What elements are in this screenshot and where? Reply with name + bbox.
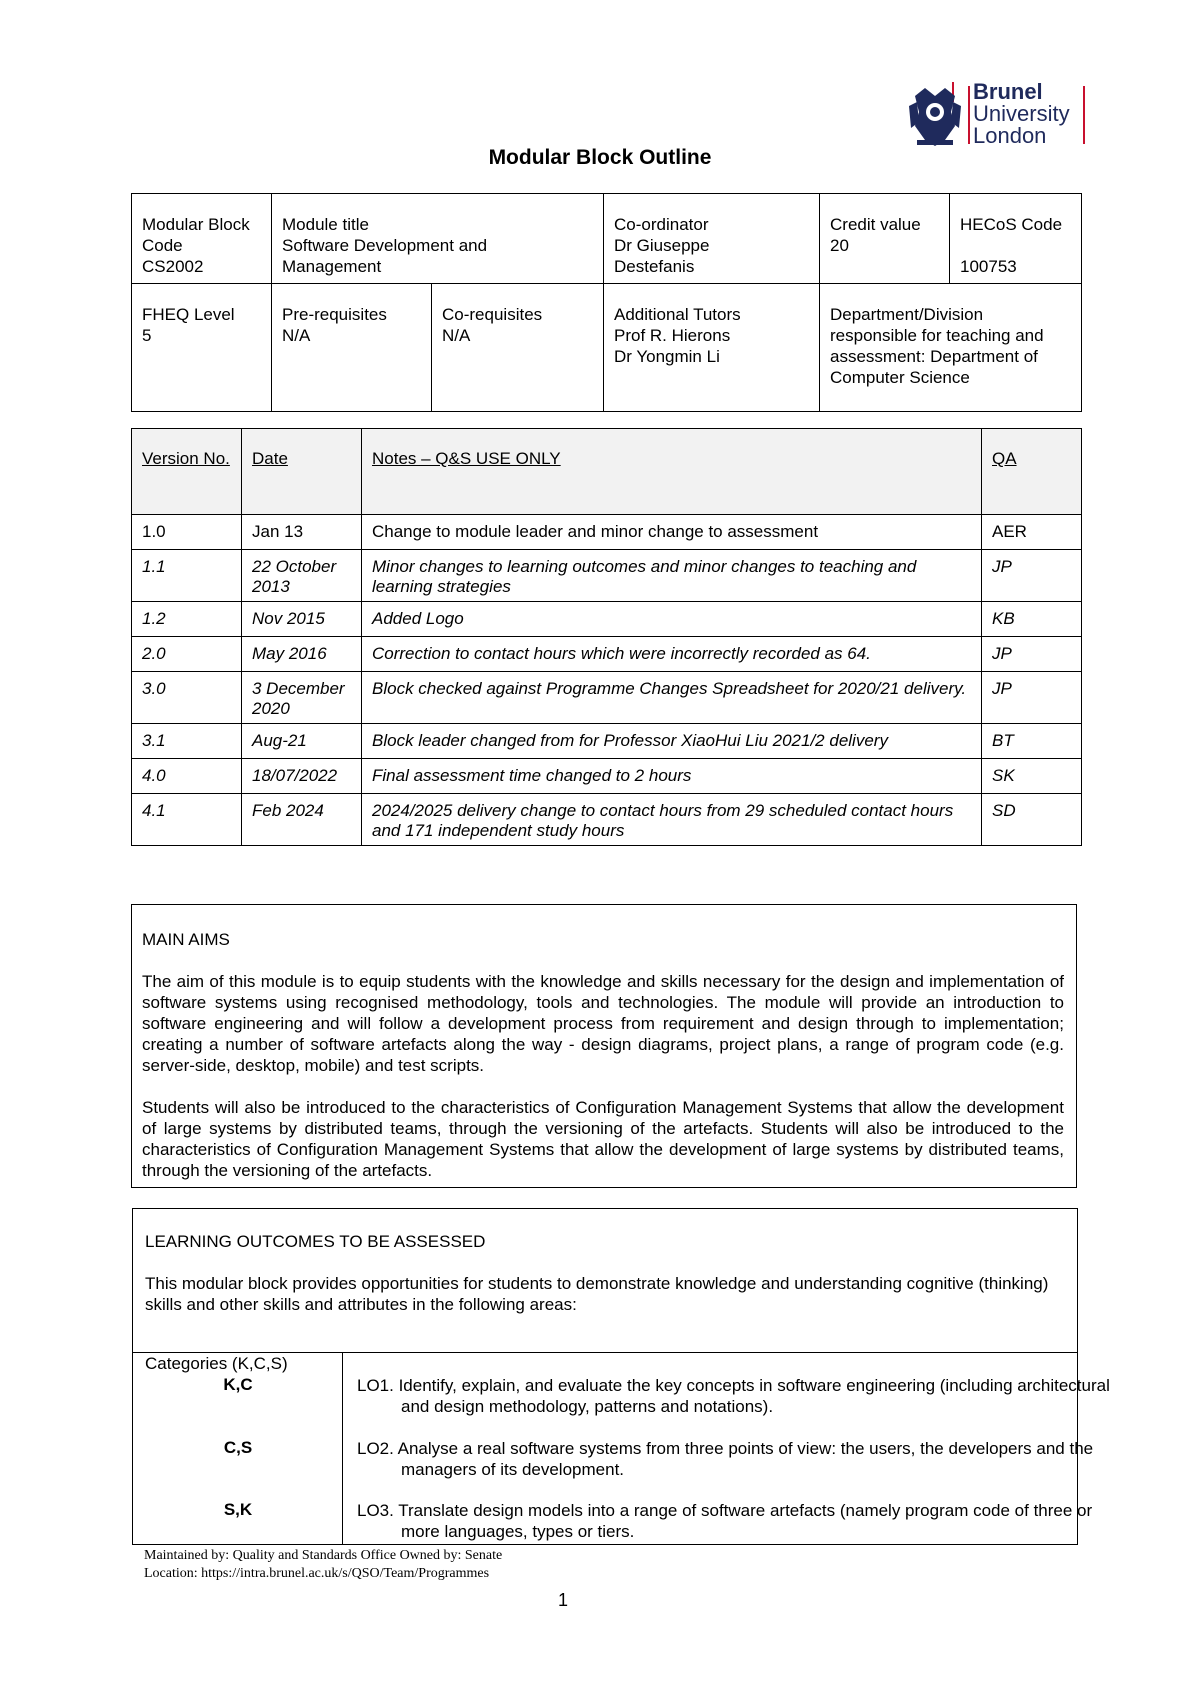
block-code-value: CS2002 — [142, 257, 204, 276]
date-cell: Feb 2024 — [242, 794, 362, 846]
date-cell: Nov 2015 — [242, 602, 362, 637]
main-aims-heading: MAIN AIMS — [142, 930, 230, 949]
logo-line-3: London — [973, 123, 1047, 148]
version-cell: 4.0 — [132, 759, 242, 794]
module-title-value: Software Development and Management — [282, 236, 488, 276]
logo-line-2: University — [973, 101, 1070, 126]
date-cell: Jan 13 — [242, 515, 362, 550]
outcome-text: LO2. Analyse a real software systems from three points of view: the users, the developers and the managers of its development. — [357, 1439, 1094, 1479]
logo-line-1: Brunel — [973, 79, 1043, 104]
version-cell: 1.2 — [132, 602, 242, 637]
table-row — [132, 602, 1082, 637]
hecos-cell — [950, 194, 1082, 284]
qa-cell: JP — [982, 637, 1082, 672]
learning-outcomes-intro: This modular block provides opportunities for students to demonstrate knowledge and understanding cognitive (thinking) skills and other skills and attributes in the following areas: — [145, 1274, 1049, 1314]
version-history-table — [131, 428, 1082, 846]
notes-cell: Final assessment time changed to 2 hours — [362, 759, 982, 794]
coordinator-cell — [604, 194, 820, 284]
outcome-category: C,S — [223, 1438, 253, 1457]
tutors-label: Additional Tutors — [614, 305, 741, 324]
version-cell: 3.1 — [132, 724, 242, 759]
qa-cell: JP — [982, 550, 1082, 602]
coreq-value: N/A — [442, 326, 471, 345]
outcome-category: K,C — [223, 1375, 253, 1394]
block-code-cell — [132, 194, 272, 284]
module-info-table — [131, 193, 1082, 412]
department-cell — [820, 284, 1082, 412]
divider — [133, 1352, 1077, 1353]
prereq-cell — [272, 284, 432, 412]
qa-cell: KB — [982, 602, 1082, 637]
notes-cell: 2024/2025 delivery change to contact hours from 29 scheduled contact hours and 171 independent study hours — [362, 794, 982, 846]
version-header-row — [132, 429, 1082, 515]
credit-value: 20 — [830, 236, 849, 255]
hecos-label: HECoS Code — [960, 215, 1063, 234]
qa-cell: JP — [982, 672, 1082, 724]
coreq-cell — [432, 284, 604, 412]
crest-icon — [905, 82, 967, 148]
credit-label: Credit value — [830, 215, 921, 234]
table-row — [132, 759, 1082, 794]
block-code-label: Modular Block Code — [142, 215, 250, 255]
credit-cell — [820, 194, 950, 284]
coordinator-label: Co-ordinator — [614, 215, 709, 234]
coordinator-value: Dr Giuseppe Destefanis — [614, 236, 710, 276]
date-cell: 18/07/2022 — [242, 759, 362, 794]
brunel-logo — [905, 79, 1085, 148]
notes-cell: Added Logo — [362, 602, 982, 637]
page-footer — [144, 1547, 502, 1583]
page-number: 1 — [557, 1590, 568, 1610]
version-cell: 4.1 — [132, 794, 242, 846]
version-cell: 3.0 — [132, 672, 242, 724]
fheq-value: 5 — [142, 326, 152, 345]
document-title: Modular Block Outline — [488, 146, 712, 169]
outcome-category: S,K — [223, 1500, 253, 1519]
outcome-text: LO3. Translate design models into a range of software artefacts (namely program code of three or more languages, types or tiers. — [357, 1501, 1093, 1541]
table-row — [132, 672, 1082, 724]
qa-cell: BT — [982, 724, 1082, 759]
learning-outcomes-section — [132, 1208, 1110, 1545]
date-cell: 22 October 2013 — [242, 550, 362, 602]
prereq-value: N/A — [282, 326, 311, 345]
categories-label: Categories (K,C,S) — [145, 1354, 288, 1373]
fheq-cell — [132, 284, 272, 412]
version-cell: 2.0 — [132, 637, 242, 672]
coreq-label: Co-requisites — [442, 305, 543, 324]
notes-cell: Block leader changed from for Professor XiaoHui Liu 2021/2 delivery — [362, 724, 982, 759]
table-row — [132, 515, 1082, 550]
tutor-2: Dr Yongmin Li — [614, 347, 720, 366]
header-notes: Notes – Q&S USE ONLY — [362, 429, 982, 515]
module-title-label: Module title — [282, 215, 369, 234]
prereq-label: Pre-requisites — [282, 305, 387, 324]
notes-cell: Correction to contact hours which were incorrectly recorded as 64. — [362, 637, 982, 672]
main-aims-paragraph-1: The aim of this module is to equip students with the knowledge and skills necessary for the design and implementation of software systems using recognised methodology, tools and technologies. The module will provide an introduction to software engineering and will follow a development process from requirement and design through to implementation; creating a number of software artefacts along the way - design diagrams, project plans, a range of program code (e.g. server-side, desktop, mobile) and test scripts. — [142, 972, 1064, 1075]
main-aims-paragraph-2: Students will also be introduced to the characteristics of Configuration Management Systems that allow the development of large systems by distributed teams, through the versioning of the artefacts. Students will also be introduced to the characteristics of Configuration Management Systems that allow the development of large systems by distributed teams, through the versioning of the artefacts. — [142, 1098, 1064, 1180]
header-version: Version No. — [132, 429, 242, 515]
module-title-cell — [272, 194, 604, 284]
notes-cell: Minor changes to learning outcomes and minor changes to teaching and learning strategies — [362, 550, 982, 602]
department-value: Department/Division responsible for teaching and assessment: Department of Computer Science — [830, 305, 1044, 387]
notes-cell: Change to module leader and minor change to assessment — [362, 515, 982, 550]
version-cell: 1.1 — [132, 550, 242, 602]
qa-cell: SK — [982, 759, 1082, 794]
tutors-cell — [604, 284, 820, 412]
tutor-1: Prof R. Hierons — [614, 326, 731, 345]
version-cell: 1.0 — [132, 515, 242, 550]
table-row — [132, 724, 1082, 759]
date-cell: May 2016 — [242, 637, 362, 672]
learning-outcomes-heading: LEARNING OUTCOMES TO BE ASSESSED — [145, 1232, 486, 1251]
header-qa: QA — [982, 429, 1082, 515]
table-row — [132, 550, 1082, 602]
table-row — [132, 794, 1082, 846]
notes-cell: Block checked against Programme Changes Spreadsheet for 2020/21 delivery. — [362, 672, 982, 724]
qa-cell: AER — [982, 515, 1082, 550]
outcome-text: LO1. Identify, explain, and evaluate the key concepts in software engineering (including architectural and design methodology, patterns and notations). — [357, 1376, 1110, 1416]
table-row — [132, 637, 1082, 672]
hecos-value: 100753 — [960, 257, 1017, 276]
fheq-label: FHEQ Level — [142, 305, 235, 324]
main-aims-section — [131, 904, 1077, 1188]
footer-location: Location: https://intra.brunel.ac.uk/s/QSO/Team/Programmes — [144, 1566, 490, 1581]
header-date: Date — [242, 429, 362, 515]
date-cell: Aug-21 — [242, 724, 362, 759]
qa-cell: SD — [982, 794, 1082, 846]
footer-maintained: Maintained by: Quality and Standards Office Owned by: Senate — [144, 1548, 503, 1563]
date-cell: 3 December 2020 — [242, 672, 362, 724]
